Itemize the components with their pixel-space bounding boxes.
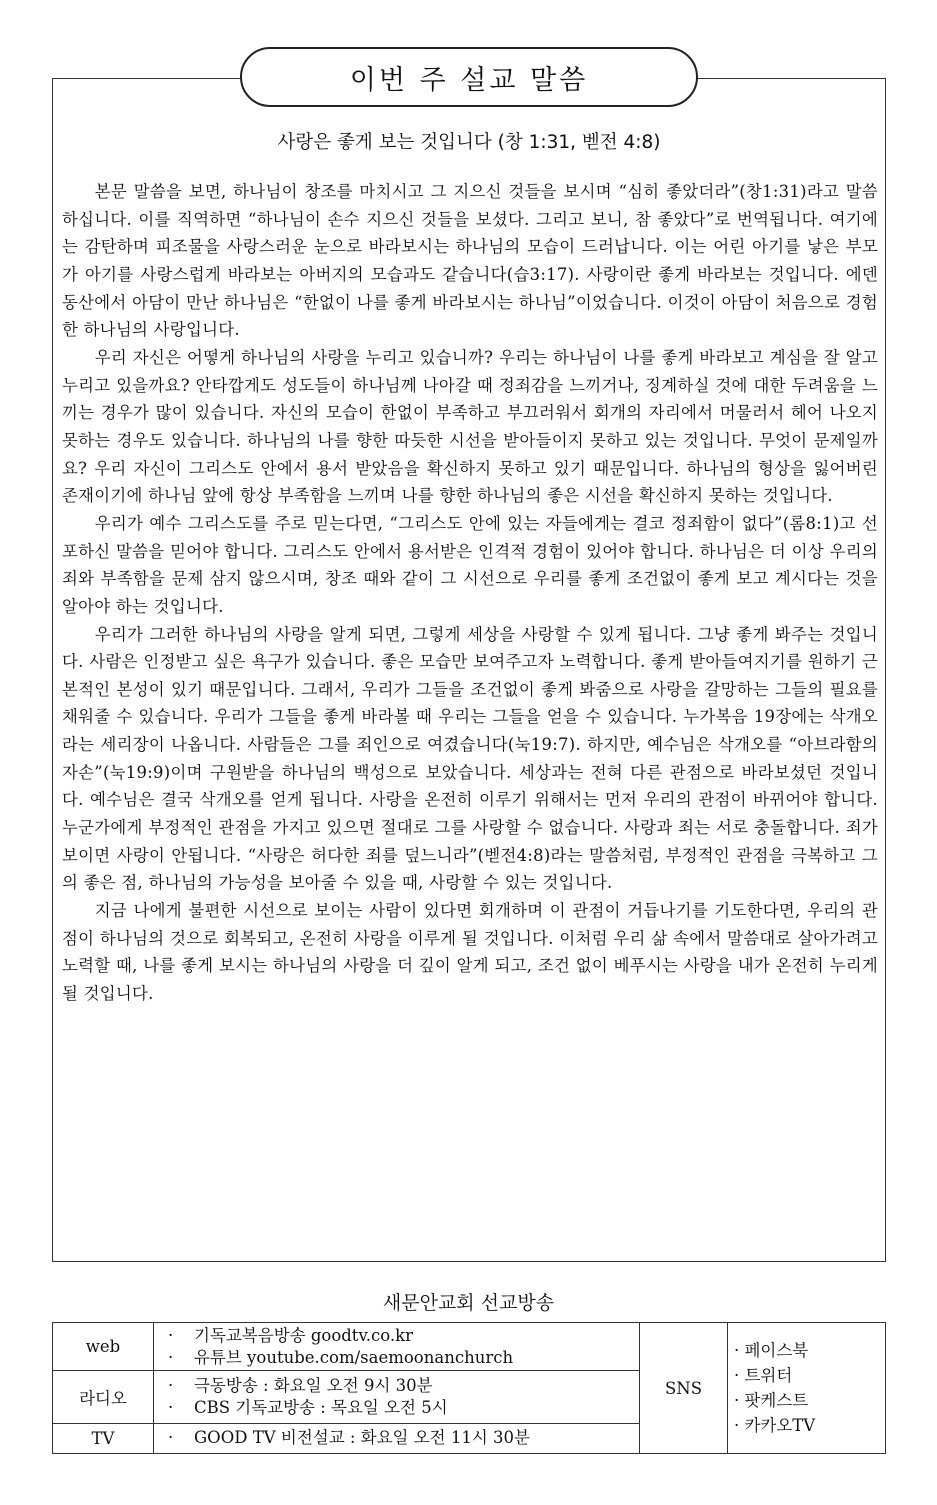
bullet: · — [168, 1398, 174, 1418]
list-item — [160, 1427, 633, 1449]
bullet: · — [168, 1376, 174, 1396]
broadcast-table — [52, 1322, 886, 1454]
bullet: · — [168, 1325, 174, 1345]
list-item-text: 극동방송 : 화요일 오전 9시 30분 — [194, 1376, 433, 1396]
sermon-paragraph: 우리 자신은 어떻게 하나님의 사랑을 누리고 있습니까? 우리는 하나님이 나를 좋게 바라보고 계심을 잘 알고 누리고 있을까요? 안타깝게도 성도들이 하나님께 나아갈 때 정죄감을 느끼거나, 징계하실 것에 대한 두려움을 느끼는 경우가 많이 있습니다. 자신의 모습이 한없이 부족하고 부끄러워서 회개의 자리에서 머물러서 헤어 나오지 못하는 경우도 있습니다. 하나님의 나를 향한 따듯한 시선을 받아들이지 못하고 있는 것입니다. 무엇이 문제일까요? 우리 자신이 그리스도 안에서 용서 받았음을 확신하지 못하고 있기 때문입니다. 하나님의 형상을 잃어버린 존재이기에 하나님 앞에 항상 부족함을 느끼며 나를 향한 하나님의 좋은 시선을 확신하지 못하는 것입니다. — [62, 347, 878, 506]
sermon-paragraph: 우리가 그러한 하나님의 사랑을 알게 되면, 그렇게 세상을 사랑할 수 있게 됩니다. 그냥 좋게 봐주는 것입니다. 사람은 인정받고 싶은 욕구가 있습니다. 좋은 모습만 보여주고자 노력합니다. 좋게 받아들여지기를 원하기 근본적인 본성이 있기 때문입니다. 그래서, 우리가 그들을 조건없이 좋게 봐줌으로 사랑을 갈망하는 그들의 필요를 채워줄 수 있습니다. 우리가 그들을 좋게 바라볼 때 우리는 그들을 얻을 수 있습니다. 누가복음 19장에는 삭개오라는 세리장이 나옵니다. 사람들은 그를 죄인으로 여겼습니다(눅19:7). 하지만, 예수님은 삭개오를 “아브라함의 자손”(눅19:9)이며 구원받을 하나님의 백성으로 보았습니다. 세상과는 전혀 다른 관점으로 바라보셨던 것입니다. 예수님은 결국 삭개오를 얻게 됩니다. 사랑을 온전히 이루기 위해서는 먼저 우리의 관점이 바뀌어야 합니다. 누군가에게 부정적인 관점을 가지고 있으면 절대로 그를 사랑할 수 없습니다. 사랑과 죄는 서로 충돌합니다. 죄가 보이면 사랑이 안됩니다. “사랑은 허다한 죄를 덮느니라”(벧전4:8)라는 말씀처럼, 부정적인 관점을 극복하고 그의 좋은 점, 하나님의 가능성을 보아줄 수 있을 때, 사랑할 수 있는 것입니다. — [62, 624, 878, 893]
list-item-text: 유튜브 youtube.com/saemoonanchurch — [194, 1347, 514, 1367]
list-item — [160, 1347, 633, 1369]
sermon-paragraph: 본문 말씀을 보면, 하나님이 창조를 마치시고 그 지으신 것들을 보시며 “심히 좋았더라”(창1:31)라고 말씀하십니다. 이를 직역하면 “하나님이 손수 지으신 것들을 보셨다. 그리고 보니, 참 좋았다”로 번역됩니다. 여기에는 감탄하며 피조물을 사랑스러운 눈으로 바라보시는 하나님의 모습이 드러납니다. 이는 어린 아기를 낳은 부모가 아기를 사랑스럽게 바라보는 아버지의 모습과도 같습니다(습3:17). 사랑이란 좋게 바라보는 것입니다. 에덴동산에서 아담이 만난 하나님은 “한없이 나를 좋게 바라보시는 하나님”이었습니다. 이것이 아담이 처음으로 경험한 하나님의 사랑입니다. — [62, 182, 878, 340]
sns-list — [728, 1323, 886, 1454]
sermon-body — [62, 178, 878, 1008]
radio-items — [154, 1371, 640, 1423]
sermon-heading: 사랑은 좋게 보는 것입니다 (창 1:31, 벧전 4:8) — [277, 132, 661, 153]
sns-item: · 페이스북 — [734, 1341, 809, 1360]
category-web: web — [53, 1323, 154, 1371]
bullet: · — [168, 1428, 174, 1448]
category-radio: 라디오 — [53, 1371, 154, 1423]
list-item-text: CBS 기독교방송 : 목요일 오전 5시 — [194, 1398, 448, 1418]
sermon-paragraph: 우리가 예수 그리스도를 주로 믿는다면, “그리스도 안에 있는 자들에게는 결코 정죄함이 없다”(롬8:1)고 선포하신 말씀을 믿어야 합니다. 그리스도 안에서 용서받은 인격적 경험이 있어야 합니다. 하나님은 더 이상 우리의 죄와 부족함을 문제 삼지 않으시며, 창조 때와 같이 그 시선으로 우리를 좋게 조건없이 좋게 보고 계시다는 것을 알아야 하는 것입니다. — [62, 513, 878, 616]
bullet: · — [168, 1347, 174, 1367]
broadcast-title: 새문안교회 선교방송 — [382, 1292, 555, 1314]
list-item — [160, 1375, 633, 1397]
list-item-text: GOOD TV 비전설교 : 화요일 오전 11시 30분 — [194, 1428, 530, 1448]
table-row — [53, 1323, 886, 1371]
tv-items — [154, 1423, 640, 1453]
list-item — [160, 1397, 633, 1419]
list-item — [160, 1325, 633, 1347]
category-tv: TV — [53, 1423, 154, 1453]
sns-item: · 카카오TV — [734, 1416, 816, 1435]
sns-label: SNS — [640, 1323, 728, 1454]
page-title: 이번 주 설교 말씀 — [240, 47, 698, 107]
sns-item: · 트위터 — [734, 1366, 793, 1385]
sns-item: · 팟케스트 — [734, 1391, 809, 1410]
list-item-text: 기독교복음방송 goodtv.co.kr — [194, 1325, 414, 1345]
sermon-paragraph: 지금 나에게 불편한 시선으로 보이는 사람이 있다면 회개하며 이 관점이 거듭나기를 기도한다면, 우리의 관점이 하나님의 것으로 회복되고, 온전히 사랑을 이루게 될 것입니다. 이처럼 우리 삶 속에서 말씀대로 살아가려고 노력할 때, 나를 좋게 보시는 하나님의 사랑을 더 깊이 알게 되고, 조건 없이 베푸시는 사랑을 내가 온전히 누리게 될 것입니다. — [62, 901, 878, 1004]
web-items — [154, 1323, 640, 1371]
